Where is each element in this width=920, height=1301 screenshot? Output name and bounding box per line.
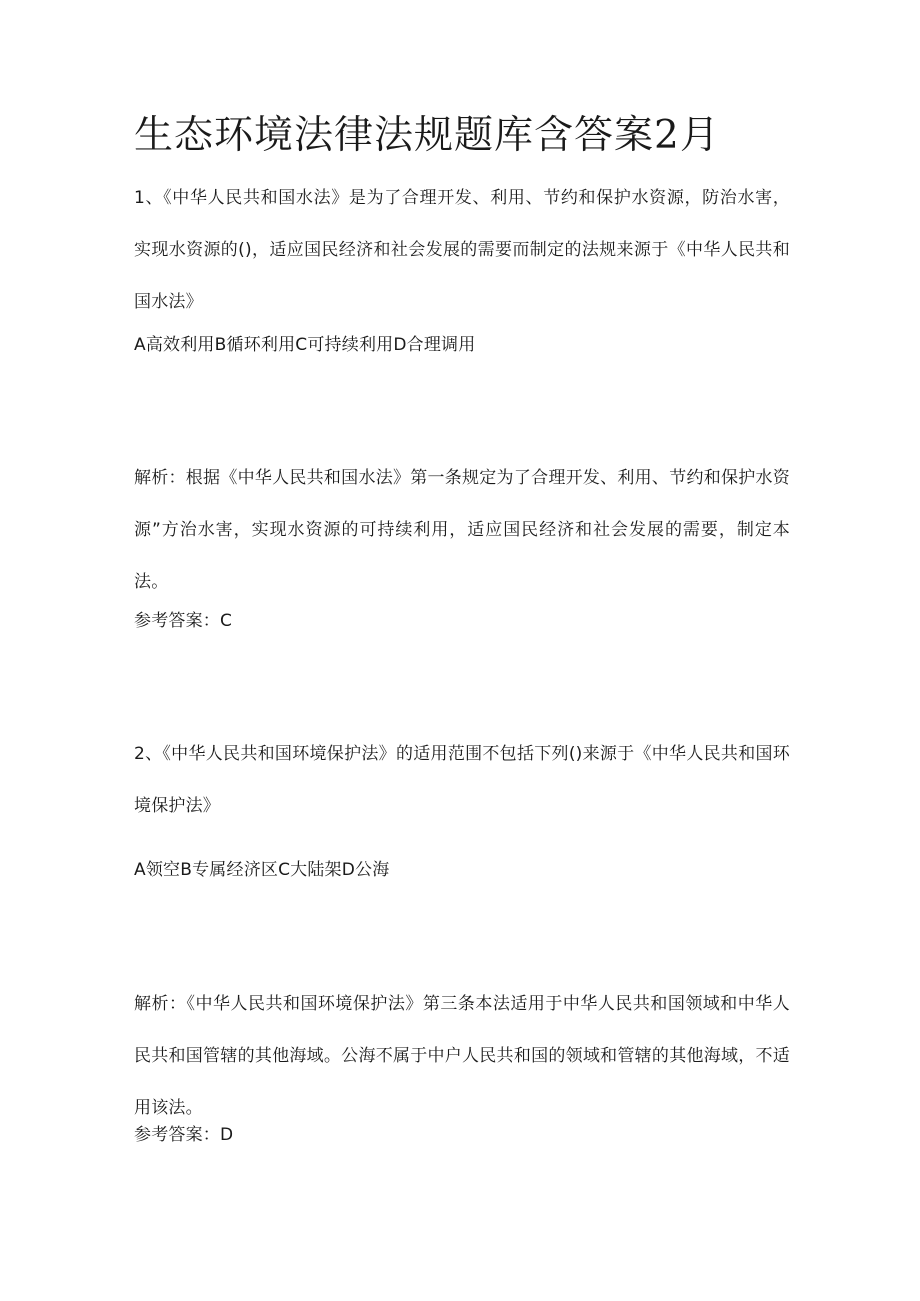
question-2-stem: 2、《中华人民共和国环境保护法》的适用范围不包括下列()来源于《中华人民共和国环境保护法》 <box>134 744 790 816</box>
question-1-stem: 1、《中华人民共和国水法》是为了合理开发、利用、节约和保护水资源，防治水害，实现水资源的()，适应国民经济和社会发展的需要而制定的法规来源于《中华人民共和国水法》 <box>134 188 790 312</box>
question-2-explanation: 解析：《中华人民共和国环境保护法》第三条本法适用于中华人民共和国领域和中华人民共和国管辖的其他海域。公海不属于中户人民共和国的领域和管辖的其他海域，不适用该法。 <box>134 994 790 1118</box>
question-2-answer: 参考答案：D <box>134 1125 234 1145</box>
question-1-explanation: 解析：根据《中华人民共和国水法》第一条规定为了合理开发、利用、节约和保护水资源”方治水害，实现水资源的可持续利用，适应国民经济和社会发展的需要，制定本法。 <box>134 468 790 592</box>
question-1-answer: 参考答案：C <box>134 611 233 631</box>
question-2-options: A领空B专属经济区C大陆架D公海 <box>134 860 390 880</box>
question-1-options: A高效利用B循环利用C可持续利用D合理调用 <box>134 335 476 355</box>
document-title: 生态环境法律法规题库含答案2月 <box>134 113 720 158</box>
